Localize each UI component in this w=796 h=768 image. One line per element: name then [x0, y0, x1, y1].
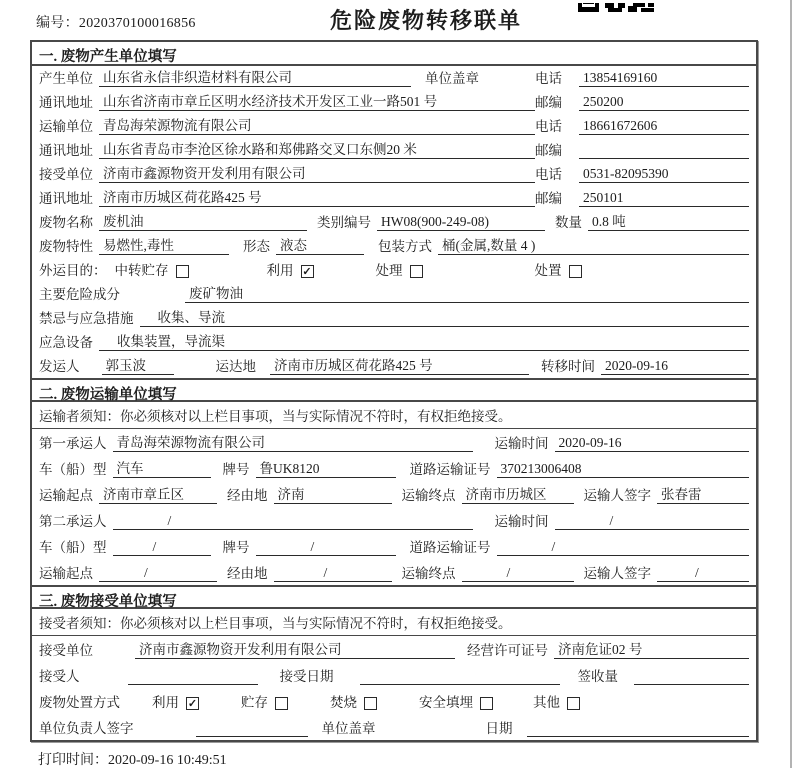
zip2-value [579, 142, 749, 159]
row-carrier1 [32, 429, 756, 455]
address1-value: 山东省济南市章丘区明水经济技术开发区工业一路501 号 [99, 94, 535, 111]
waste-name-value: 废机油 [99, 214, 307, 231]
row-producer [32, 66, 756, 90]
zip3-value: 250101 [579, 190, 749, 207]
row-route1 [32, 481, 756, 507]
purpose-option-reuse [267, 263, 314, 279]
print-time-label: 打印时间： [38, 753, 108, 768]
unit-seal-label: 单位盖章 [425, 71, 479, 86]
row-responsible-signature [32, 714, 756, 740]
row-receiver [32, 162, 756, 186]
carrier1-value: 青岛海荣源物流有限公司 [113, 435, 473, 452]
checkbox-label-reuse: 利用 [266, 263, 294, 278]
responsible-value [196, 720, 308, 737]
disposal-option-other [533, 695, 580, 711]
address2-label: 通讯地址 [39, 143, 93, 158]
time2-value: / [555, 513, 750, 530]
state-value: 液态 [276, 238, 364, 255]
time2-label: 运输时间 [494, 514, 549, 529]
license-value: 济南危证02 号 [554, 642, 749, 659]
phone2-value: 18661672606 [579, 118, 749, 135]
section3-title: 三. 废物接受单位填写 [32, 585, 756, 609]
page-right-divider [790, 0, 792, 768]
address3-label: 通讯地址 [39, 191, 93, 206]
phone3-group [535, 166, 749, 183]
received-qty-label: 签收量 [577, 669, 618, 684]
row-vehicle1 [32, 455, 756, 481]
checkbox-reuse-3: ✓ [187, 697, 198, 710]
vehicle1-label: 车（船）型 [39, 462, 107, 477]
permit2-label: 道路运输证号 [409, 540, 491, 555]
equipment-label: 应急设备 [39, 335, 93, 350]
equipment-value: 收集装置，导流渠 [99, 334, 749, 351]
vehicle2-label: 车（船）型 [39, 540, 107, 555]
checkbox-label-storage-3: 贮存 [241, 695, 268, 710]
recipient-label: 接受人 [39, 669, 80, 684]
phone2-group [535, 118, 749, 135]
terminus2-label: 运输终点 [401, 566, 456, 581]
row-recipient [32, 662, 756, 688]
row-waste-name [32, 210, 756, 234]
received-qty-value [634, 668, 749, 685]
responsible-label: 单位负责人签字 [39, 721, 134, 736]
date-value [527, 720, 750, 737]
disposal-option-storage [241, 695, 288, 711]
date-label: 日期 [485, 721, 513, 736]
row-transfer-purpose [32, 258, 756, 282]
row-shipper [32, 354, 756, 378]
permit1-label: 道路运输证号 [409, 462, 491, 477]
row-producer-address [32, 90, 756, 114]
carrier2-value: / [113, 513, 473, 530]
zip1-label: 邮编 [535, 95, 562, 110]
receive-date-value [360, 668, 560, 685]
receiving-unit-value: 济南市鑫源物资开发利用有限公司 [135, 642, 455, 659]
checkbox-other [567, 697, 580, 710]
phone3-value: 0531-82095390 [579, 166, 749, 183]
address2-value: 山东省青岛市李沧区徐水路和郑佛路交叉口东侧20 米 [99, 142, 535, 159]
hazard-value: 废矿物油 [185, 286, 749, 303]
sign1-label: 运输人签字 [583, 488, 651, 503]
purpose-label: 外运目的： [39, 263, 107, 278]
unit-seal-label-3: 单位盖章 [321, 721, 376, 736]
quantity-value: 0.8 吨 [588, 214, 749, 231]
print-time [38, 749, 227, 768]
row-receiver-address [32, 186, 756, 210]
vehicle1-value: 汽车 [113, 461, 211, 478]
row-waste-characteristics [32, 234, 756, 258]
manifest-form [30, 40, 758, 742]
receiver-label: 接受单位 [39, 167, 93, 182]
zip2-label: 邮编 [535, 143, 562, 158]
phone1-value: 13854169160 [579, 70, 749, 87]
packaging-value: 桶(金属,数量 4 ) [438, 238, 749, 255]
sign1-value: 张春雷 [657, 487, 749, 504]
receiving-unit-label: 接受单位 [39, 643, 93, 658]
transfer-time-label: 转移时间 [541, 359, 595, 374]
plate1-value: 鲁UK8120 [256, 461, 396, 478]
section2-title: 二. 废物运输单位填写 [32, 378, 756, 402]
checkbox-label-other: 其他 [533, 695, 560, 710]
checkbox-label-transit-storage: 中转贮存 [114, 263, 169, 278]
row-transporter [32, 114, 756, 138]
phone2-label: 电话 [535, 119, 562, 134]
producer-label: 产生单位 [39, 71, 93, 86]
carrier1-label: 第一承运人 [39, 436, 107, 451]
section1-title: 一. 废物产生单位填写 [32, 42, 756, 66]
zip3-group [535, 190, 749, 207]
address1-label: 通讯地址 [39, 95, 93, 110]
row-hazard-components [32, 282, 756, 306]
qr-code-fragment [578, 0, 654, 18]
receiver-notice: 接受者须知：你必须核对以上栏目事项，当与实际情况不符时，有权拒绝接受。 [32, 609, 756, 636]
zip3-label: 邮编 [535, 191, 562, 206]
via2-value: / [274, 565, 392, 582]
hazard-label: 主要危险成分 [39, 287, 120, 302]
license-label: 经营许可证号 [467, 643, 548, 658]
terminus2-value: / [462, 565, 574, 582]
category-label: 类别编号 [317, 215, 371, 230]
doc-number-label: 编号： [36, 16, 79, 31]
disposal-option-reuse [152, 695, 199, 711]
row-route2 [32, 559, 756, 585]
checkbox-label-landfill: 安全填埋 [419, 695, 473, 710]
checkbox-label-treatment: 处理 [375, 263, 403, 278]
disposal-option-incineration [330, 695, 377, 711]
plate2-value: / [256, 539, 396, 556]
phone1-label: 电话 [535, 71, 562, 86]
row-disposal-method [32, 688, 756, 714]
row-vehicle2 [32, 533, 756, 559]
permit2-value: / [497, 539, 750, 556]
doc-number-value: 2020370100016856 [78, 16, 196, 31]
checkbox-transit-storage [176, 265, 189, 278]
purpose-option-treatment [376, 263, 423, 279]
precautions-value: 收集、导流 [140, 310, 750, 327]
transfer-time-value: 2020-09-16 [601, 358, 749, 375]
via2-label: 经由地 [227, 566, 268, 581]
category-value: HW08(900-249-08) [377, 214, 545, 231]
checkbox-label-reuse-3: 利用 [152, 695, 179, 710]
checkbox-disposal [569, 265, 582, 278]
packaging-label: 包装方式 [378, 239, 432, 254]
checkbox-reuse: ✓ [302, 265, 312, 278]
zip2-group [535, 142, 749, 159]
disposal-label: 废物处置方式 [39, 695, 120, 710]
terminus1-label: 运输终点 [401, 488, 456, 503]
origin1-label: 运输起点 [39, 488, 93, 503]
row-receiving-unit [32, 636, 756, 662]
origin2-label: 运输起点 [39, 566, 93, 581]
characteristics-label: 废物特性 [39, 239, 93, 254]
checkbox-storage-3 [275, 697, 288, 710]
sign2-value: / [657, 565, 749, 582]
checkbox-treatment [410, 265, 423, 278]
origin2-value: / [99, 565, 217, 582]
producer-value: 山东省永信非织造材料有限公司 [99, 70, 411, 87]
via1-label: 经由地 [227, 488, 268, 503]
receive-date-label: 接受日期 [279, 669, 334, 684]
page-title: 危险废物转移联单 [330, 8, 523, 33]
carrier2-label: 第二承运人 [39, 514, 107, 529]
receiver-value: 济南市鑫源物资开发利用有限公司 [99, 166, 535, 183]
quantity-label: 数量 [555, 215, 582, 230]
row-emergency-equipment [32, 330, 756, 354]
address3-value: 济南市历城区荷花路425 号 [99, 190, 535, 207]
checkbox-landfill [480, 697, 493, 710]
transporter-label: 运输单位 [39, 119, 93, 134]
row-precautions [32, 306, 756, 330]
terminus1-value: 济南市历城区 [462, 487, 574, 504]
permit1-value: 370213006408 [497, 461, 750, 478]
shipper-value: 郭玉波 [102, 358, 174, 375]
zip1-value: 250200 [579, 94, 749, 111]
row-transporter-address [32, 138, 756, 162]
purpose-option-disposal [535, 263, 582, 279]
waste-name-label: 废物名称 [39, 215, 93, 230]
origin1-value: 济南市章丘区 [99, 487, 217, 504]
zip1-group [535, 94, 749, 111]
sign2-label: 运输人签字 [583, 566, 651, 581]
disposal-option-landfill [419, 695, 493, 711]
phone1-group [535, 70, 749, 87]
plate2-label: 牌号 [222, 540, 250, 555]
checkbox-label-incineration: 焚烧 [330, 695, 357, 710]
transporter-notice: 运输者须知：你必须核对以上栏目事项，当与实际情况不符时，有权拒绝接受。 [32, 402, 756, 429]
print-time-value: 2020-09-16 10:49:51 [108, 753, 227, 768]
transporter-value: 青岛海荣源物流有限公司 [99, 118, 535, 135]
checkbox-incineration [364, 697, 377, 710]
time1-label: 运输时间 [494, 436, 549, 451]
characteristics-value: 易燃性,毒性 [99, 238, 229, 255]
recipient-value [128, 668, 258, 685]
phone3-label: 电话 [535, 167, 562, 182]
time1-value: 2020-09-16 [555, 435, 750, 452]
shipper-label: 发运人 [39, 359, 80, 374]
row-carrier2 [32, 507, 756, 533]
doc-number [36, 12, 196, 32]
purpose-option-transit [115, 263, 189, 279]
vehicle2-value: / [113, 539, 211, 556]
destination-label: 运达地 [215, 359, 256, 374]
destination-value: 济南市历城区荷花路425 号 [270, 358, 529, 375]
state-label: 形态 [243, 239, 270, 254]
precautions-label: 禁忌与应急措施 [39, 311, 134, 326]
via1-value: 济南 [274, 487, 392, 504]
plate1-label: 牌号 [222, 462, 250, 477]
checkbox-label-disposal: 处置 [534, 263, 562, 278]
